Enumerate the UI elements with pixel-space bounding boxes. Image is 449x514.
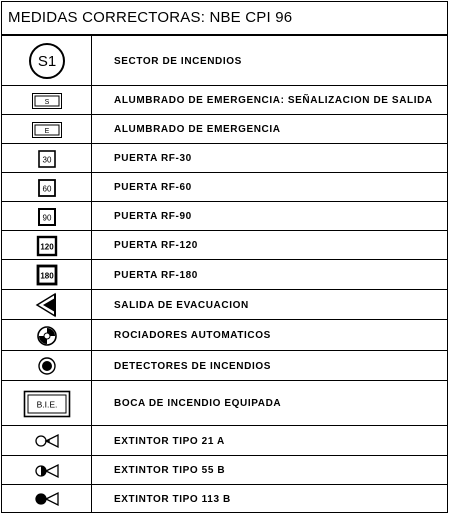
sector-symbol-text: S1 [37,53,56,70]
door-rating-text: 180 [39,271,54,281]
legend-row [2,172,447,202]
legend-label: PUERTA RF-30 [114,153,192,164]
legend-title: MEDIDAS CORRECTORAS: NBE CPI 96 [8,9,293,26]
exit-sign-text: S [44,98,49,106]
legend-label: DETECTORES DE INCENDIOS [114,360,271,372]
legend-label: PUERTA RF-90 [114,211,192,222]
legend-label: SECTOR DE INCENDIOS [114,55,242,67]
legend-label: EXTINTOR TIPO 55 B [114,465,226,476]
door-rating-text: 60 [42,184,51,193]
legend-label: ROCIADORES AUTOMATICOS [114,330,271,341]
emergency-light-text: E [44,127,49,135]
exit-sign-box-icon [2,86,91,115]
legend-row [2,143,447,173]
door-rating-text: 90 [42,213,51,222]
door-rf180-icon [2,260,91,290]
legend-label: PUERTA RF-180 [114,269,198,281]
legend-row [2,85,447,115]
legend-label: EXTINTOR TIPO 21 A [114,435,225,447]
fire-detector-icon [2,351,91,381]
legend-label: BOCA DE INCENDIO EQUIPADA [114,398,282,409]
sprinkler-icon [2,320,91,351]
fire-hose-cabinet-icon [2,381,91,426]
legend-row [2,425,447,456]
legend-row [2,319,447,351]
door-rating-text: 30 [42,155,51,164]
legend-row [2,259,447,290]
door-rf90-icon [2,202,91,231]
extinguisher-21a-icon [2,426,91,456]
legend-row [2,230,447,260]
legend-row [2,201,447,231]
sector-circle-icon [2,36,91,86]
legend-row [2,35,447,86]
legend-label: ALUMBRADO DE EMERGENCIA: SEÑALIZACION DE SALIDA [114,95,433,106]
legend-row [2,455,447,485]
legend-row [2,484,447,513]
legend-label: SALIDA DE EVACUACION [114,299,249,311]
legend-row [2,114,447,144]
legend-label: PUERTA RF-60 [114,182,192,193]
door-rf120-icon [2,231,91,260]
legend-row [2,350,447,381]
extinguisher-55b-icon [2,456,91,485]
door-rf30-icon [2,144,91,173]
emergency-light-box-icon [2,115,91,144]
evacuation-exit-arrow-icon [2,290,91,320]
bie-symbol-text: B.I.E. [36,399,57,409]
legend-label: EXTINTOR TIPO 113 B [114,493,231,505]
extinguisher-113b-icon [2,485,91,513]
legend-row [2,289,447,320]
door-rf60-icon [2,173,91,202]
legend-frame [1,1,448,513]
legend-row [2,380,447,426]
legend-label: ALUMBRADO DE EMERGENCIA [114,124,281,135]
legend-label: PUERTA RF-120 [114,240,198,251]
door-rating-text: 120 [39,242,54,251]
